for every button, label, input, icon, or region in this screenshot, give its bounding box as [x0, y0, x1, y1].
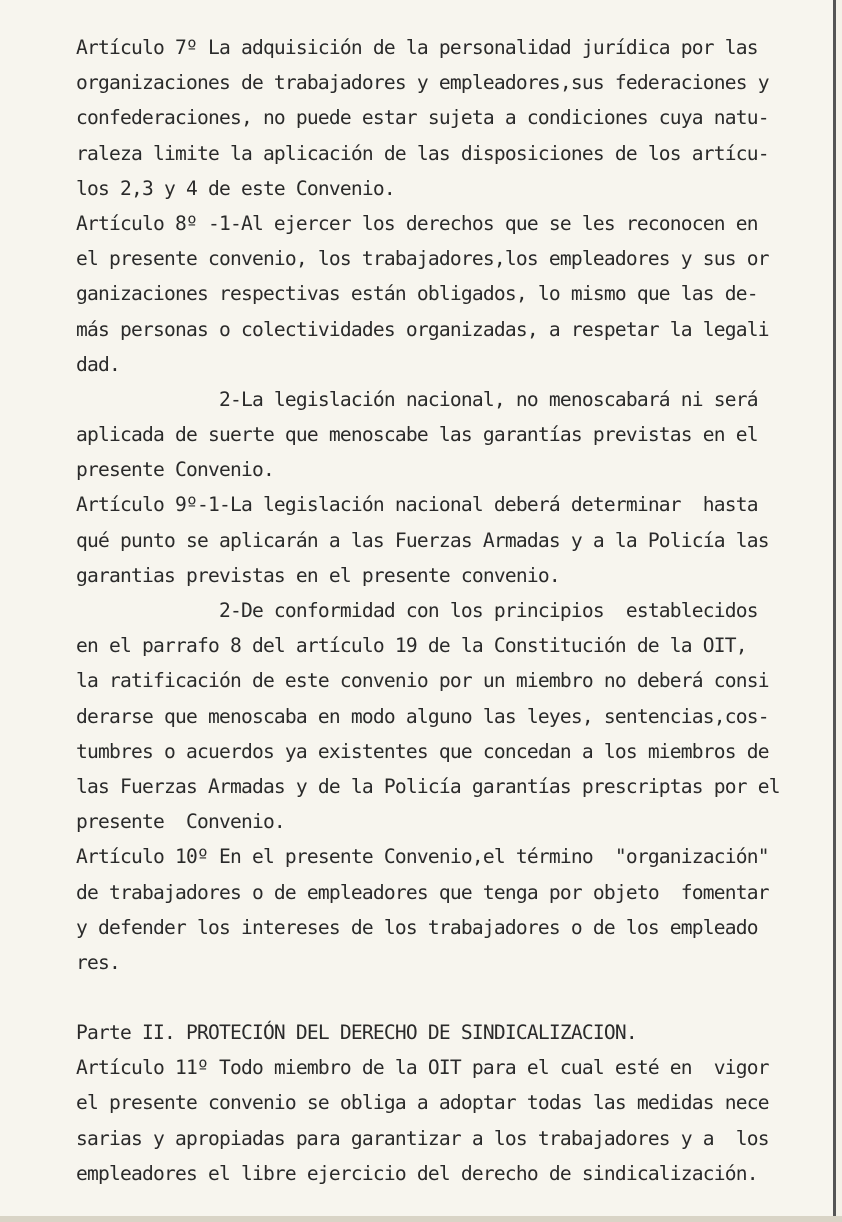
text-line: garantias previstas en el presente convenio. — [76, 563, 560, 587]
text-line: Artículo 10º En el presente Convenio,el término "organización" — [76, 845, 769, 869]
text-line: Artículo 11º Todo miembro de la OIT para el cual esté en vigor — [76, 1056, 769, 1080]
text-line: el presente convenio, los trabajadores,los empleadores y sus or — [76, 247, 769, 271]
text-line: sarias y apropiadas para garantizar a los trabajadores y a los — [76, 1126, 769, 1150]
text-line: derarse que menoscaba en modo alguno las leyes, sentencias,cos- — [76, 704, 769, 728]
text-line: presente Convenio. — [76, 810, 285, 834]
section-heading: Parte II. PROTECIÓN DEL DERECHO DE SINDICALIZACION. — [76, 1021, 637, 1045]
text-line: confederaciones, no puede estar sujeta a condiciones cuya natu- — [76, 106, 769, 130]
text-line: en el parrafo 8 del artículo 19 de la Constitución de la OIT, — [76, 634, 747, 658]
text-line: dad. — [76, 352, 120, 376]
text-line: 2-De conformidad con los principios establecidos — [76, 599, 758, 622]
text-line: organizaciones de trabajadores y empleadores,sus federaciones y — [76, 71, 769, 95]
text-line: empleadores el libre ejercicio del derecho de sindicalización. — [76, 1161, 758, 1185]
text-line: más personas o colectividades organizadas, a respetar la legali — [76, 317, 769, 341]
text-line: Artículo 9º-1-La legislación nacional deberá determinar hasta — [76, 493, 758, 517]
text-line: Artículo 7º La adquisición de la personalidad jurídica por las — [76, 36, 758, 59]
text-line: tumbres o acuerdos ya existentes que concedan a los miembros de — [76, 739, 769, 763]
text-line: aplicada de suerte que menoscabe las garantías previstas en el — [76, 423, 758, 447]
text-line: el presente convenio se obliga a adoptar todas las medidas nece — [76, 1091, 769, 1115]
text-line: presente Convenio. — [76, 458, 274, 482]
text-line: Artículo 8º -1-Al ejercer los derechos que se les reconocen en — [76, 211, 758, 235]
text-line: 2-La legislación nacional, no menoscabará ni será — [76, 387, 758, 411]
text-line: de trabajadores o de empleadores que tenga por objeto fomentar — [76, 880, 769, 904]
text-line: la ratificación de este convenio por un miembro no deberá consi — [76, 669, 769, 693]
page-edge — [0, 1216, 842, 1222]
text-line: qué punto se aplicarán a las Fuerzas Armadas y a la Policía las — [76, 528, 769, 552]
document-body — [76, 30, 834, 1191]
text-line: y defender los intereses de los trabajadores o de los empleado — [76, 915, 758, 939]
paragraph-gap — [76, 980, 834, 1015]
text-line: res. — [76, 950, 120, 974]
text-line: las Fuerzas Armadas y de la Policía garantías prescriptas por el — [76, 774, 780, 798]
text-line: raleza limite la aplicación de las disposiciones de los artícu- — [76, 141, 769, 165]
text-line: los 2,3 y 4 de este Convenio. — [76, 176, 395, 200]
text-line: ganizaciones respectivas están obligados, lo mismo que las de- — [76, 282, 758, 306]
